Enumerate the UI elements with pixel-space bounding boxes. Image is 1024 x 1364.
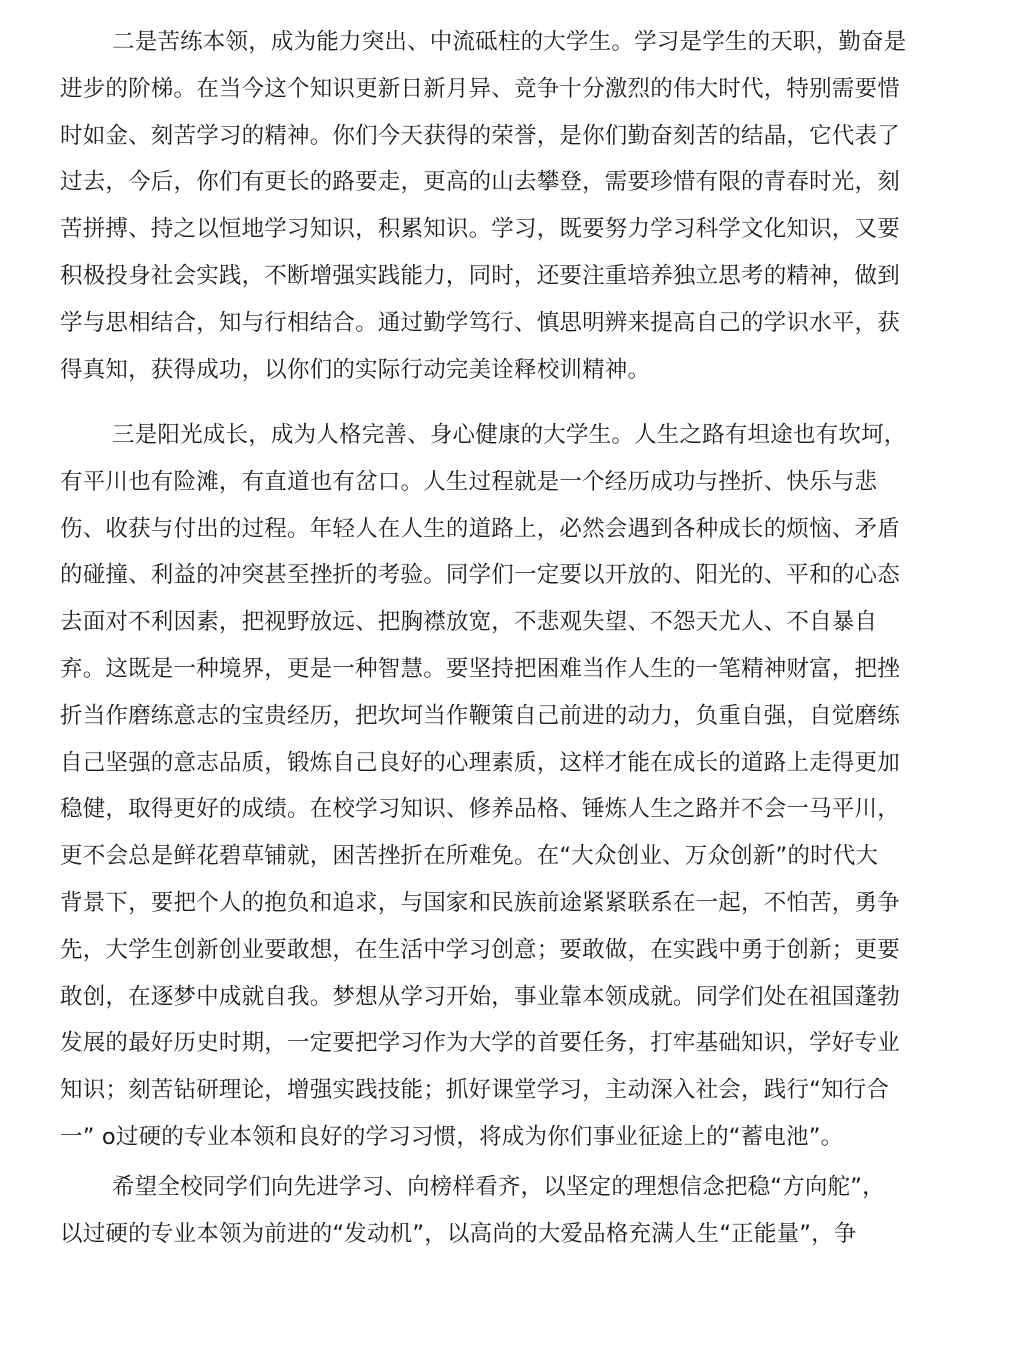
text-line: 有平川也有险滩，有直道也有岔口。人生过程就是一个经历成功与挫折、快乐与悲 (60, 468, 878, 495)
paragraph-closing-hope (60, 1164, 940, 1258)
text-line: 伤、收获与付出的过程。年轻人在人生的道路上，必然会遇到各种成长的烦恼、矛盾 (60, 515, 900, 542)
text-line: 时如金、刻苦学习的精神。你们今天获得的荣誉，是你们勤奋刻苦的结晶，它代表了 (60, 122, 900, 149)
text-line: 稳健，取得更好的成绩。在校学习知识、修养品格、锤炼人生之路并不会一马平川， (60, 796, 900, 823)
text-line: 先，大学生创新创业要敢想，在生活中学习创意；要敢做，在实践中勇于创新；更要 (60, 936, 900, 963)
text-line: 二是苦练本领，成为能力突出、中流砥柱的大学生。学习是学生的天职，勤奋是 (112, 29, 907, 55)
text-line: 发展的最好历史时期，一定要把学习作为大学的首要任务，打牢基础知识，学好专业 (60, 1030, 900, 1057)
text-line: 更不会总是鲜花碧草铺就，困苦挫折在所难免。在“大众创业、万众创新”的时代大 (60, 843, 879, 870)
text-line: 积极投身社会实践，不断增强实践能力，同时，还要注重培养独立思考的精神，做到 (60, 262, 900, 289)
paragraph-sunny-growth (60, 412, 940, 1161)
text-line: 弃。这既是一种境界，更是一种智慧。要坚持把困难当作人生的一笔精神财富，把挫 (60, 655, 900, 682)
text-line: 得真知，获得成功，以你们的实际行动完美诠释校训精神。 (60, 356, 651, 383)
text-line: 敢创，在逐梦中成就自我。梦想从学习开始，事业靠本领成就。同学们处在祖国蓬勃 (60, 983, 900, 1010)
text-line: 背景下，要把个人的抱负和追求，与国家和民族前途紧紧联系在一起，不怕苦，勇争 (60, 889, 900, 916)
text-line: 苦拼搏、持之以恒地学习知识，积累知识。学习，既要努力学习科学文化知识，又要 (60, 216, 900, 243)
text-line: 一” o过硬的专业本领和良好的学习习惯，将成为你们事业征途上的“蓄电池”。 (60, 1123, 844, 1150)
text-line: 过去，今后，你们有更长的路要走，更高的山去攀登，需要珍惜有限的青春时光，刻 (60, 169, 900, 196)
text-line: 折当作磨练意志的宝贵经历，把坎坷当作鞭策自己前进的动力，负重自强，自觉磨练 (60, 702, 900, 729)
text-line: 去面对不利因素，把视野放远、把胸襟放宽，不悲观失望、不怨天尤人、不自暴自 (60, 609, 878, 636)
text-line: 以过硬的专业本领为前进的“发动机”，以高尚的大爱品格充满人生“正能量”，争 (60, 1220, 857, 1247)
text-line: 知识；刻苦钻研理论，增强实践技能；抓好课堂学习，主动深入社会，践行“知行合 (60, 1077, 890, 1104)
text-line: 学与思相结合，知与行相结合。通过勤学笃行、慎思明辨来提高自己的学识水平，获 (60, 309, 900, 336)
text-line: 自己坚强的意志品质，锻炼自己良好的心理素质，这样才能在成长的道路上走得更加 (60, 749, 900, 776)
text-line: 的碰撞、利益的冲突甚至挫折的考验。同学们一定要以开放的、阳光的、平和的心态 (60, 562, 900, 589)
text-line: 希望全校同学们向先进学习、向榜样看齐，以坚定的理想信念把稳“方向舵”， (112, 1174, 885, 1200)
text-line: 三是阳光成长，成为人格完善、身心健康的大学生。人生之路有坦途也有坎坷， (112, 422, 907, 448)
text-line: 进步的阶梯。在当今这个知识更新日新月异、竞争十分激烈的伟大时代，特别需要惜 (60, 75, 900, 102)
paragraph-hard-work (60, 19, 940, 393)
